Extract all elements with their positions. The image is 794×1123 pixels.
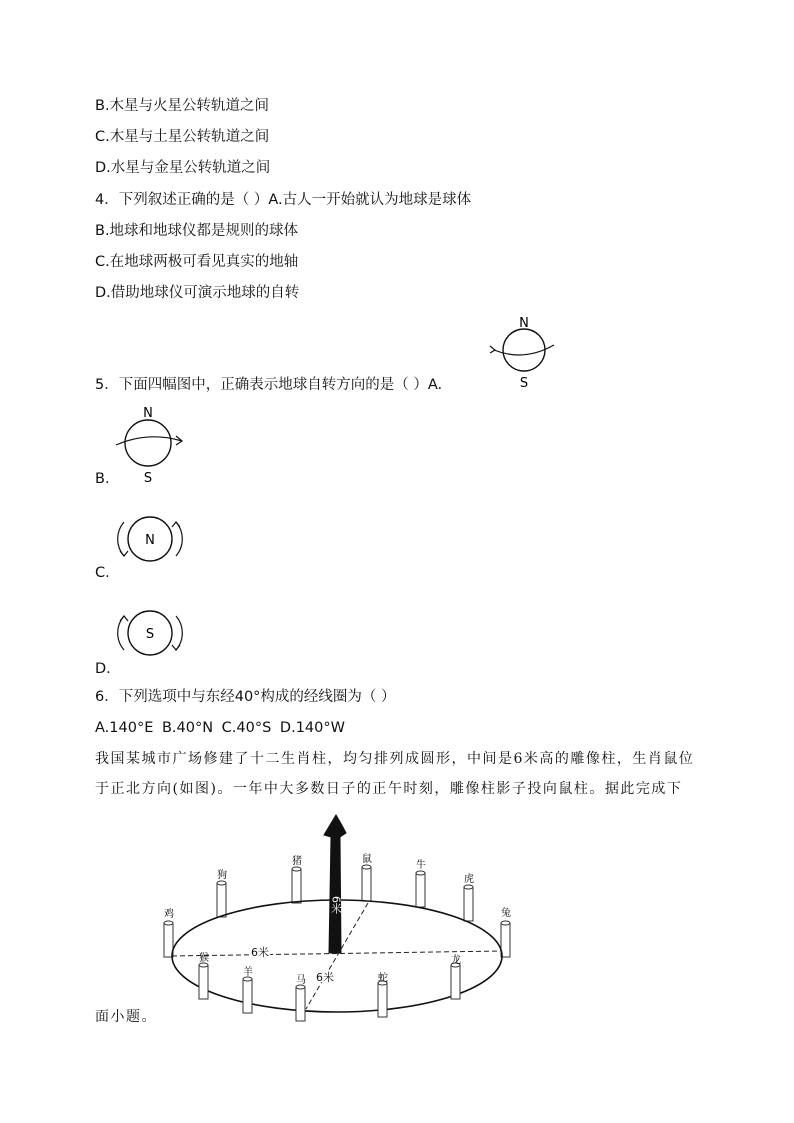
globe-d-south-label: S <box>145 627 155 642</box>
globe-a-south-label: S <box>519 376 529 391</box>
pillar-tiger <box>464 885 473 921</box>
q4-option-b: B.地球和地球仪都是规则的球体 <box>95 223 299 239</box>
globe-b-south-label: S <box>143 471 153 486</box>
globe-a-figure <box>486 312 562 392</box>
zodiac-label-snake: 蛇 <box>378 973 388 984</box>
globe-b-circle <box>125 420 171 466</box>
globe-c-right-arrowhead <box>172 522 180 527</box>
zodiac-label-goat: 羊 <box>243 967 253 978</box>
globe-c-figure <box>114 512 186 566</box>
pillar-ox <box>416 871 425 907</box>
globe-c-north-label: N <box>145 533 155 548</box>
globe-c-left-arrowhead <box>120 551 128 556</box>
globe-d-figure <box>114 606 186 660</box>
zodiac-square-figure <box>150 805 540 1025</box>
radius-label-west: 6米 <box>251 946 269 959</box>
pillar-snake <box>378 981 387 1017</box>
zodiac-label-tiger: 虎 <box>464 874 474 885</box>
statue-height-label: 6米 <box>329 896 343 914</box>
zodiac-label-rooster: 鸡 <box>164 909 174 920</box>
zodiac-label-ox: 牛 <box>416 860 426 871</box>
q5-option-b: B. <box>95 471 110 487</box>
q5-stem: 5．下面四幅图中，正确表示地球自转方向的是（ ）A. <box>95 377 443 393</box>
globe-a-arrowhead <box>490 346 495 353</box>
q3-option-c: C.木星与土星公转轨道之间 <box>95 129 270 145</box>
passage-line-3: 面小题。 <box>95 1009 157 1025</box>
zodiac-label-pig: 猪 <box>292 856 302 867</box>
globe-d-left-arc <box>118 616 124 650</box>
q3-option-b: B.木星与火星公转轨道之间 <box>95 98 270 114</box>
q6-stem: 6．下列选项中与东经40°构成的经线圈为（ ） <box>95 689 396 705</box>
q4-option-d: D.借助地球仪可演示地球的自转 <box>95 285 300 301</box>
zodiac-label-monkey: 猴 <box>199 953 209 964</box>
zodiac-label-rabbit: 兔 <box>501 908 511 919</box>
globe-b-north-label: N <box>143 406 153 421</box>
pillar-horse <box>296 985 305 1021</box>
globe-d-left-arrowhead <box>120 616 128 621</box>
pillar-dragon <box>451 963 460 999</box>
pillar-rooster <box>164 921 173 957</box>
pillar-dog <box>217 881 226 917</box>
zodiac-label-rat: 鼠 <box>362 854 372 865</box>
q5-option-c: C. <box>95 565 110 581</box>
zodiac-label-dragon: 龙 <box>451 955 461 966</box>
globe-d-right-arc <box>176 616 182 650</box>
q3-option-d: D.水星与金星公转轨道之间 <box>95 160 271 176</box>
q4-stem: 4．下列叙述正确的是（ ）A.古人一开始就认为地球是球体 <box>95 192 472 208</box>
q5-option-d: D. <box>95 661 111 677</box>
radius-label-south: 6米 <box>316 971 334 984</box>
pillar-pig <box>292 867 301 903</box>
globe-a-circle <box>503 329 545 371</box>
globe-a-north-label: N <box>519 316 529 331</box>
pillar-rat <box>362 865 371 901</box>
q6-options: A.140°E B.40°N C.40°S D.140°W <box>95 720 345 736</box>
pillar-monkey <box>199 963 208 999</box>
globe-b-figure <box>110 403 190 485</box>
globe-d-right-arrowhead <box>172 645 180 650</box>
passage-line-2: 于正北方向(如图)。一年中大多数日子的正午时刻，雕像柱影子投向鼠柱。据此完成下 <box>95 781 683 797</box>
pillar-goat <box>243 977 252 1013</box>
q4-option-c: C.在地球两极可看见真实的地轴 <box>95 254 299 270</box>
zodiac-label-dog: 狗 <box>217 870 227 881</box>
statue-column <box>324 815 346 953</box>
zodiac-label-horse: 马 <box>296 975 306 986</box>
pillar-rabbit <box>501 921 510 957</box>
globe-c-left-arc <box>118 522 124 556</box>
globe-c-right-arc <box>176 522 182 556</box>
passage-line-1: 我国某城市广场修建了十二生肖柱，均匀排列成圆形，中间是6米高的雕像柱，生肖鼠位 <box>95 751 695 767</box>
